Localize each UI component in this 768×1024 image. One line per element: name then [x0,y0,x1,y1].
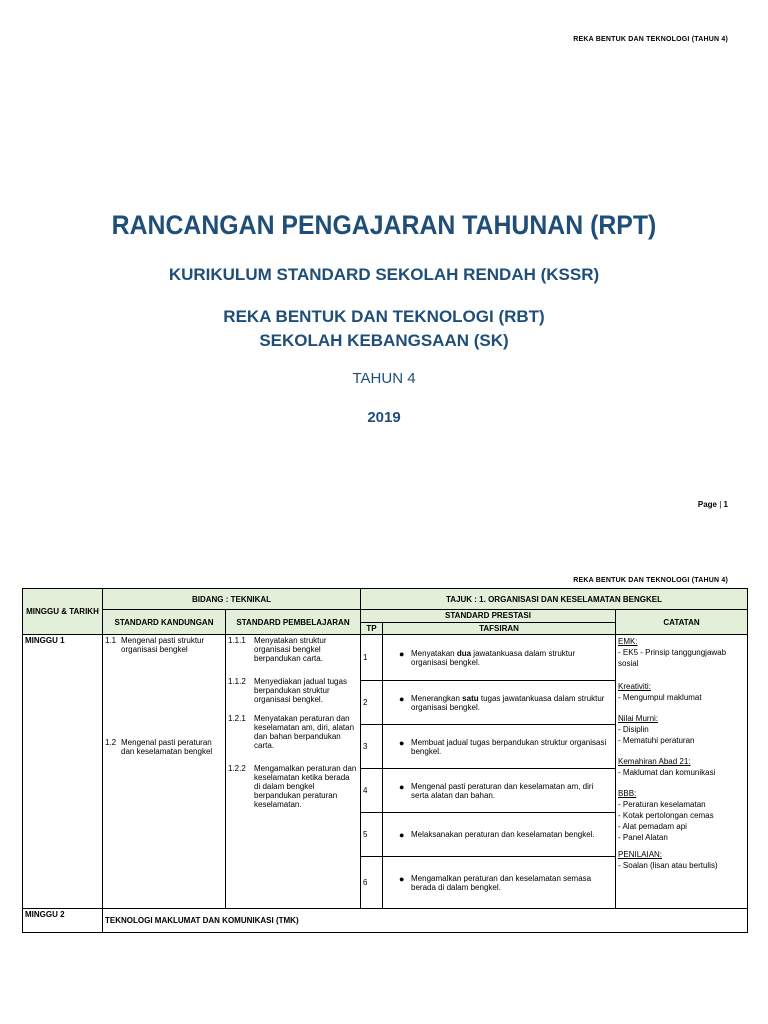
tafsiran-5 [383,813,616,857]
header-standard-kandungan: STANDARD KANDUNGAN [103,610,226,635]
standard-kandungan-cell [103,635,226,909]
catatan-bbb: BBB: - Peraturan keselamatan - Kotak pertolongan cemas - Alat pemadam api - Panel Alatan [618,789,714,842]
sp-item [228,714,358,750]
bullet-icon: ● [399,781,405,792]
bullet-icon: ● [399,737,405,748]
catatan-kemahiran: Kemahiran Abad 21: - Maklumat dan komunikasi [618,757,716,777]
page-label: Page [697,500,717,509]
year-level: TAHUN 4 [352,370,416,387]
header-tp: TP [361,622,383,635]
sk-item [105,738,223,756]
sp-item [228,636,358,663]
week-2-label: MINGGU 2 [25,910,65,919]
tp-2: 2 [361,681,383,725]
catatan-kreativiti: Kreativiti: - Mengumpul maklumat [618,682,702,702]
page-number [698,500,728,509]
tp-4: 4 [361,769,383,813]
catatan-emk: EMK: - EK5 - Prinsip tanggungjawab sosial [618,637,727,668]
document-title: RANCANGAN PENGAJARAN TAHUNAN (RPT) [111,210,657,240]
bullet-icon: ● [399,693,405,704]
sp-number: 1.2.2 [228,764,246,773]
rpt-table [22,588,748,933]
header-bidang: BIDANG : TEKNIKAL [103,589,361,610]
bullet-icon: ● [399,829,405,840]
tp-3: 3 [361,725,383,769]
tafsiran-text: Mengenal pasti peraturan dan keselamatan am, diri serta alatan dan bahan. [411,781,594,800]
running-header: REKA BENTUK DAN TEKNOLOGI (TAHUN 4) [573,36,728,43]
curriculum-title: KURIKULUM STANDARD SEKOLAH RENDAH (KSSR) [168,265,600,284]
tafsiran-4 [383,769,616,813]
sp-item [228,677,358,704]
week-2-cell [23,909,103,933]
tafsiran-text: Menerangkan satu tugas jawatankuasa dalam struktur organisasi bengkel. [411,693,605,712]
header-minggu: MINGGU & TARIKH [23,589,103,635]
sk-number: 1.2 [105,738,117,747]
tp-6: 6 [361,857,383,909]
bullet-icon: ● [399,648,405,659]
subject-title [0,305,768,353]
week-1-cell [23,635,103,909]
header-tafsiran: TAFSIRAN [383,622,616,635]
school-type: SEKOLAH KEBANGSAAN (SK) [259,331,509,350]
catatan-nilai-murni: Nilai Murni: - Disiplin - Mematuhi peraturan [618,714,695,745]
sp-number: 1.2.1 [228,714,246,723]
tafsiran-1 [383,635,616,681]
sk-item [105,636,223,654]
tafsiran-text: Melaksanakan peraturan dan keselamatan bengkel. [411,829,595,839]
tafsiran-6 [383,857,616,909]
bullet-icon: ● [399,873,405,884]
subject-name: REKA BENTUK DAN TEKNOLOGI (RBT) [223,307,545,326]
sk-number: 1.1 [105,636,117,645]
catatan-penilaian: PENILAIAN: - Soalan (lisan atau bertulis) [618,850,718,870]
sp-number: 1.1.2 [228,677,246,686]
sp-text: Menyatakan peraturan dan keselamatan am, diri, alatan dan bahan berpandukan carta. [254,714,355,750]
year: 2019 [367,409,401,426]
sp-number: 1.1.1 [228,636,246,645]
tp-5: 5 [361,813,383,857]
standard-pembelajaran-cell [226,635,361,909]
week-2-topic: TEKNOLOGI MAKLUMAT DAN KOMUNIKASI (TMK) [103,909,748,933]
header-tajuk: TAJUK : 1. ORGANISASI DAN KESELAMATAN BENGKEL [361,589,748,610]
tafsiran-text: Menyatakan dua jawatankuasa dalam struktur organisasi bengkel. [411,648,576,667]
sp-text: Mengamalkan peraturan dan keselamatan ketika berada di dalam bengkel berpandukan peraturan keselamatan. [254,764,357,809]
tafsiran-text: Mengamalkan peraturan dan keselamatan semasa berada di dalam bengkel. [411,873,592,892]
header-catatan: CATATAN [616,610,748,635]
tafsiran-3 [383,725,616,769]
running-header-page2: REKA BENTUK DAN TEKNOLOGI (TAHUN 4) [573,577,728,584]
tafsiran-text: Membuat jadual tugas berpandukan struktur organisasi bengkel. [411,737,607,756]
header-standard-pembelajaran: STANDARD PEMBELAJARAN [226,610,361,635]
sp-text: Menyatakan struktur organisasi bengkel berpandukan carta. [254,636,327,663]
sp-text: Menyediakan jadual tugas berpandukan struktur organisasi bengkel. [254,677,347,704]
sk-text: Mengenal pasti peraturan dan keselamatan bengkel [121,738,213,756]
tp-1: 1 [361,635,383,681]
catatan-cell [616,635,748,909]
page-separator: | [719,500,722,509]
tafsiran-2 [383,681,616,725]
header-standard-prestasi: STANDARD PRESTASI [361,610,616,623]
sp-item [228,764,358,809]
week-1-label: MINGGU 1 [25,636,65,645]
page-number-value: 1 [723,500,728,509]
sk-text: Mengenal pasti struktur organisasi bengkel [121,636,205,654]
